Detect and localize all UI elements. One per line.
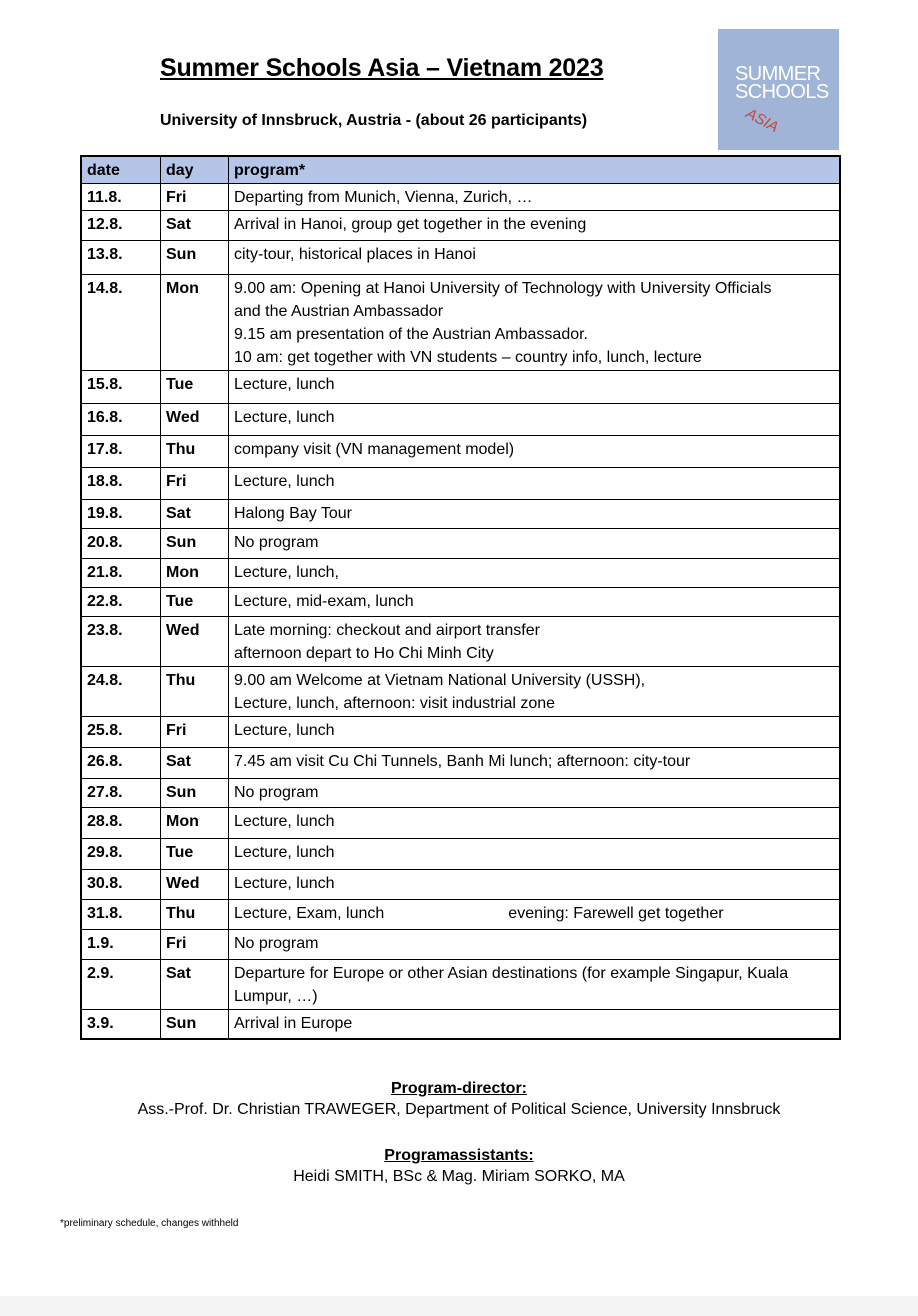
cell-date: 15.8.	[81, 371, 161, 404]
cell-date: 16.8.	[81, 404, 161, 436]
cell-date: 13.8.	[81, 241, 161, 275]
table-row	[81, 529, 840, 559]
cell-day: Mon	[161, 808, 229, 839]
cell-day: Thu	[161, 900, 229, 930]
program-line: Lecture, lunch	[234, 722, 335, 739]
cell-program	[229, 1010, 841, 1039]
cell-program	[229, 717, 841, 748]
page-bottom-edge	[0, 1296, 918, 1316]
schedule-table	[80, 155, 841, 1040]
program-line: Arrival in Hanoi, group get together in the evening	[234, 216, 587, 233]
cell-date: 14.8.	[81, 275, 161, 371]
table-row	[81, 870, 840, 900]
program-line: Lecture, lunch	[234, 844, 335, 861]
cell-date: 22.8.	[81, 588, 161, 617]
table-row	[81, 1010, 840, 1039]
program-line: No program	[234, 784, 319, 801]
program-director-heading: Program-director:	[390, 1080, 528, 1097]
logo-text-asia: ASIA	[743, 105, 782, 137]
program-line: Lecture, mid-exam, lunch	[234, 593, 414, 610]
cell-program	[229, 371, 841, 404]
cell-day: Wed	[161, 870, 229, 900]
program-line: afternoon depart to Ho Chi Minh City	[234, 645, 494, 662]
cell-date: 12.8.	[81, 211, 161, 241]
page-subtitle: University of Innsbruck, Austria - (about 26 participants)	[160, 112, 588, 129]
program-extra: evening: Farewell get together	[508, 905, 724, 922]
cell-program	[229, 404, 841, 436]
cell-day: Wed	[161, 404, 229, 436]
program-line: Lecture, lunch	[234, 473, 335, 490]
program-director-block	[0, 1080, 918, 1119]
cell-program	[229, 960, 841, 1010]
cell-program	[229, 839, 841, 870]
cell-day: Fri	[161, 184, 229, 211]
program-line: 7.45 am visit Cu Chi Tunnels, Banh Mi lunch; afternoon: city-tour	[234, 753, 691, 770]
cell-date: 29.8.	[81, 839, 161, 870]
table-row	[81, 371, 840, 404]
cell-day: Sun	[161, 779, 229, 808]
program-line: Halong Bay Tour	[234, 505, 352, 522]
cell-date: 23.8.	[81, 617, 161, 667]
table-row	[81, 184, 840, 211]
table-row	[81, 468, 840, 500]
table-row	[81, 839, 840, 870]
logo-text-schools: SCHOOLS	[735, 81, 829, 103]
program-line: 10 am: get together with VN students – country info, lunch, lecture	[234, 349, 702, 366]
table-row	[81, 404, 840, 436]
table-row	[81, 717, 840, 748]
cell-day: Sat	[161, 960, 229, 1010]
column-header-day: day	[161, 156, 229, 184]
table-header-row	[81, 156, 840, 184]
program-assistants-heading: Programassistants:	[384, 1147, 534, 1164]
program-line: city-tour, historical places in Hanoi	[234, 246, 476, 263]
cell-date: 21.8.	[81, 559, 161, 588]
cell-date: 20.8.	[81, 529, 161, 559]
cell-day: Mon	[161, 559, 229, 588]
table-row	[81, 748, 840, 779]
column-header-program: program*	[229, 156, 841, 184]
cell-date: 17.8.	[81, 436, 161, 468]
cell-day: Sat	[161, 500, 229, 529]
cell-day: Mon	[161, 275, 229, 371]
cell-program	[229, 667, 841, 717]
program-line: Lecture, lunch,	[234, 564, 339, 581]
program-line: Lecture, lunch, afternoon: visit industrial zone	[234, 695, 556, 712]
table-row	[81, 275, 840, 371]
cell-date: 25.8.	[81, 717, 161, 748]
cell-day: Fri	[161, 930, 229, 960]
program-line: Departing from Munich, Vienna, Zurich, …	[234, 189, 533, 206]
column-header-date: date	[81, 156, 161, 184]
cell-day: Thu	[161, 667, 229, 717]
table-row	[81, 436, 840, 468]
program-line: 9.15 am presentation of the Austrian Ambassador.	[234, 326, 588, 343]
cell-day: Thu	[161, 436, 229, 468]
table-row	[81, 500, 840, 529]
cell-program	[229, 617, 841, 667]
cell-date: 31.8.	[81, 900, 161, 930]
cell-date: 28.8.	[81, 808, 161, 839]
cell-program	[229, 211, 841, 241]
program-line: No program	[234, 935, 319, 952]
program-line: 9.00 am: Opening at Hanoi University of Technology with University Officials	[234, 280, 772, 297]
cell-program	[229, 275, 841, 371]
program-line: Late morning: checkout and airport transfer	[234, 622, 540, 639]
program-line: company visit (VN management model)	[234, 441, 515, 458]
table-row	[81, 211, 840, 241]
program-director-name: Ass.-Prof. Dr. Christian TRAWEGER, Department of Political Science, University Innsbruck	[137, 1101, 781, 1118]
cell-program	[229, 241, 841, 275]
table-row	[81, 559, 840, 588]
cell-day: Sun	[161, 1010, 229, 1039]
table-row	[81, 588, 840, 617]
program-assistants-names: Heidi SMITH, BSc & Mag. Miriam SORKO, MA	[293, 1168, 625, 1185]
cell-program	[229, 808, 841, 839]
cell-program	[229, 870, 841, 900]
cell-date: 26.8.	[81, 748, 161, 779]
cell-date: 19.8.	[81, 500, 161, 529]
cell-date: 30.8.	[81, 870, 161, 900]
schedule-table-body	[81, 184, 840, 1039]
program-line: Lecture, lunch	[234, 376, 335, 393]
cell-program	[229, 184, 841, 211]
cell-program	[229, 779, 841, 808]
program-line: Lecture, lunch	[234, 875, 335, 892]
cell-program	[229, 930, 841, 960]
cell-program	[229, 588, 841, 617]
program-line: Lecture, Exam, lunch	[234, 905, 385, 922]
program-line: Lumpur, …)	[234, 988, 318, 1005]
table-row	[81, 779, 840, 808]
cell-date: 27.8.	[81, 779, 161, 808]
table-row	[81, 900, 840, 930]
program-line: Lecture, lunch	[234, 813, 335, 830]
program-line: Lecture, lunch	[234, 409, 335, 426]
cell-day: Sat	[161, 748, 229, 779]
cell-date: 2.9.	[81, 960, 161, 1010]
page-title: Summer Schools Asia – Vietnam 2023	[160, 54, 604, 82]
cell-day: Tue	[161, 839, 229, 870]
cell-program	[229, 436, 841, 468]
cell-program	[229, 500, 841, 529]
cell-day: Tue	[161, 588, 229, 617]
program-line: and the Austrian Ambassador	[234, 303, 444, 320]
table-row	[81, 241, 840, 275]
table-row	[81, 617, 840, 667]
table-row	[81, 960, 840, 1010]
table-row	[81, 808, 840, 839]
logo-text-summer: SUMMER	[735, 63, 821, 85]
program-line: No program	[234, 534, 319, 551]
program-line: Departure for Europe or other Asian destinations (for example Singapur, Kuala	[234, 965, 789, 982]
cell-program	[229, 468, 841, 500]
cell-day: Tue	[161, 371, 229, 404]
cell-date: 18.8.	[81, 468, 161, 500]
cell-day: Sun	[161, 529, 229, 559]
cell-day: Fri	[161, 468, 229, 500]
cell-day: Fri	[161, 717, 229, 748]
program-line: 9.00 am Welcome at Vietnam National University (USSH),	[234, 672, 646, 689]
cell-program	[229, 900, 841, 930]
program-line: Arrival in Europe	[234, 1015, 353, 1032]
footnote: *preliminary schedule, changes withheld	[60, 1218, 239, 1229]
cell-program	[229, 529, 841, 559]
cell-date: 11.8.	[81, 184, 161, 211]
cell-date: 24.8.	[81, 667, 161, 717]
cell-date: 3.9.	[81, 1010, 161, 1039]
cell-day: Sat	[161, 211, 229, 241]
cell-day: Wed	[161, 617, 229, 667]
table-row	[81, 667, 840, 717]
cell-day: Sun	[161, 241, 229, 275]
summer-schools-asia-logo	[718, 29, 839, 150]
table-row	[81, 930, 840, 960]
cell-date: 1.9.	[81, 930, 161, 960]
cell-program	[229, 559, 841, 588]
program-assistants-block	[0, 1147, 918, 1186]
cell-program	[229, 748, 841, 779]
